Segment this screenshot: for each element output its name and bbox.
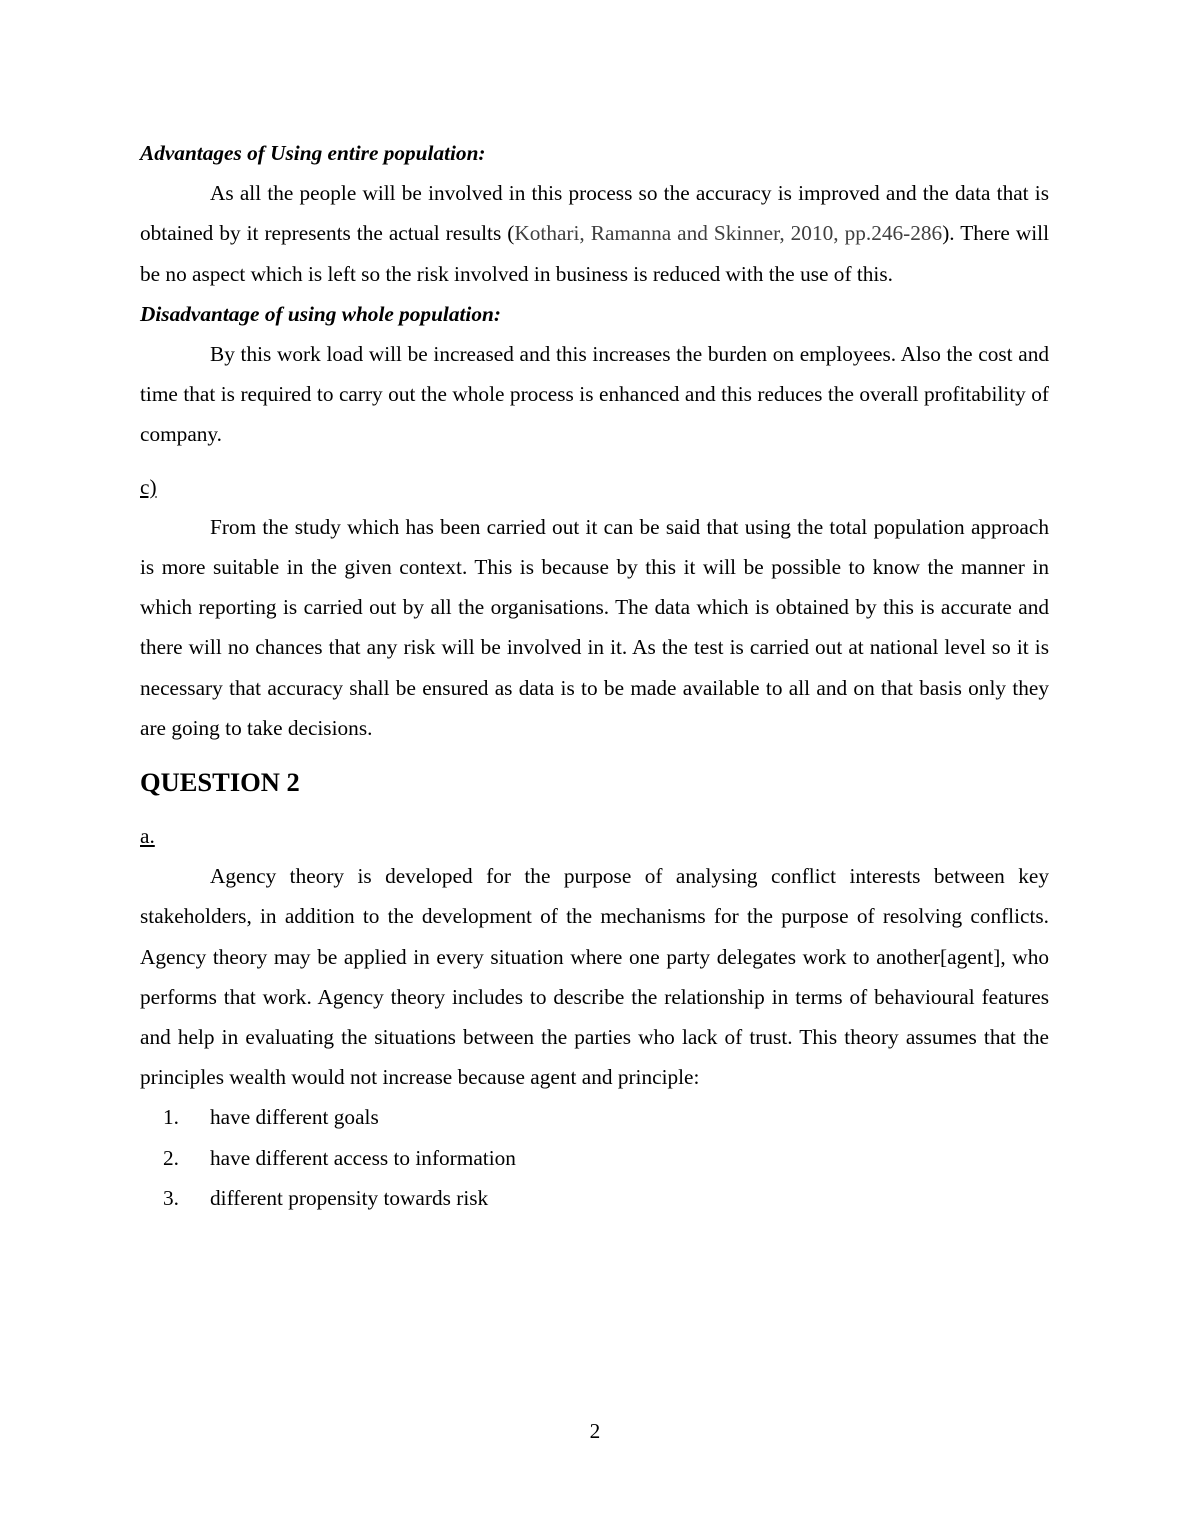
page-number: 2 [589, 1419, 601, 1443]
advantages-text-2: ). There will be no aspect which is left so the risk involved in business is reduced with the use of this. [140, 221, 1050, 286]
section-c-label: c) [140, 474, 157, 499]
disadvantage-heading: Disadvantage of using whole population: [140, 301, 501, 326]
advantages-citation: Kothari, Ramanna and Skinner, 2010, pp.246-286 [514, 221, 943, 246]
agency-theory-paragraph: Agency theory is developed for the purpose of analysing conflict interests between key stakeholders, in addition to the development of the mechanisms for the purpose of resolving conflicts. Agency theory may be applied in every situation where one party delegates work to another[agent], who performs that work. Agency theory includes to describe the relationship in terms of behavioural features and help in evaluating the situations between the parties who lack of trust. This theory assumes that the principles wealth would not increase because agent and principle: [140, 864, 1049, 1090]
list-item [140, 1097, 1049, 1137]
list-item-number: 2. [163, 1145, 179, 1170]
document-page [140, 133, 1049, 1218]
agency-assumptions-list [140, 1097, 1049, 1218]
section-c-paragraph: From the study which has been carried out it can be said that using the total population approach is more suitable in the given context. This is because by this it will be possible to know the manner in which reporting is carried out by all the organisations. The data which is obtained by this is accurate and there will no chances that any risk will be involved in it. As the test is carried out at national level so it is necessary that accuracy shall be ensured as data is to be made available to all and on that basis only they are going to take decisions. [140, 514, 1049, 740]
advantages-text-1: As all the people will be involved in this process so the accuracy is improved and the data that is obtained by it represents the actual results ( [140, 181, 1049, 246]
disadvantage-paragraph: By this work load will be increased and this increases the burden on employees. Also the cost and time that is required to carry out the whole process is enhanced and this reduces the overall profitability of company. [140, 341, 1049, 447]
advantages-heading: Advantages of Using entire population: [140, 141, 486, 165]
list-item [140, 1178, 1049, 1218]
spacer [140, 455, 1049, 467]
question-2-label-a: a. [140, 824, 155, 849]
list-item-text: different propensity towards risk [210, 1185, 489, 1210]
list-item-text: have different access to information [210, 1145, 516, 1170]
question-2-heading: QUESTION 2 [140, 767, 300, 798]
list-item-text: have different goals [210, 1105, 379, 1130]
list-item [140, 1138, 1049, 1178]
advantages-paragraph [140, 173, 1049, 294]
list-item-number: 1. [163, 1105, 179, 1130]
list-item-number: 3. [163, 1185, 179, 1210]
